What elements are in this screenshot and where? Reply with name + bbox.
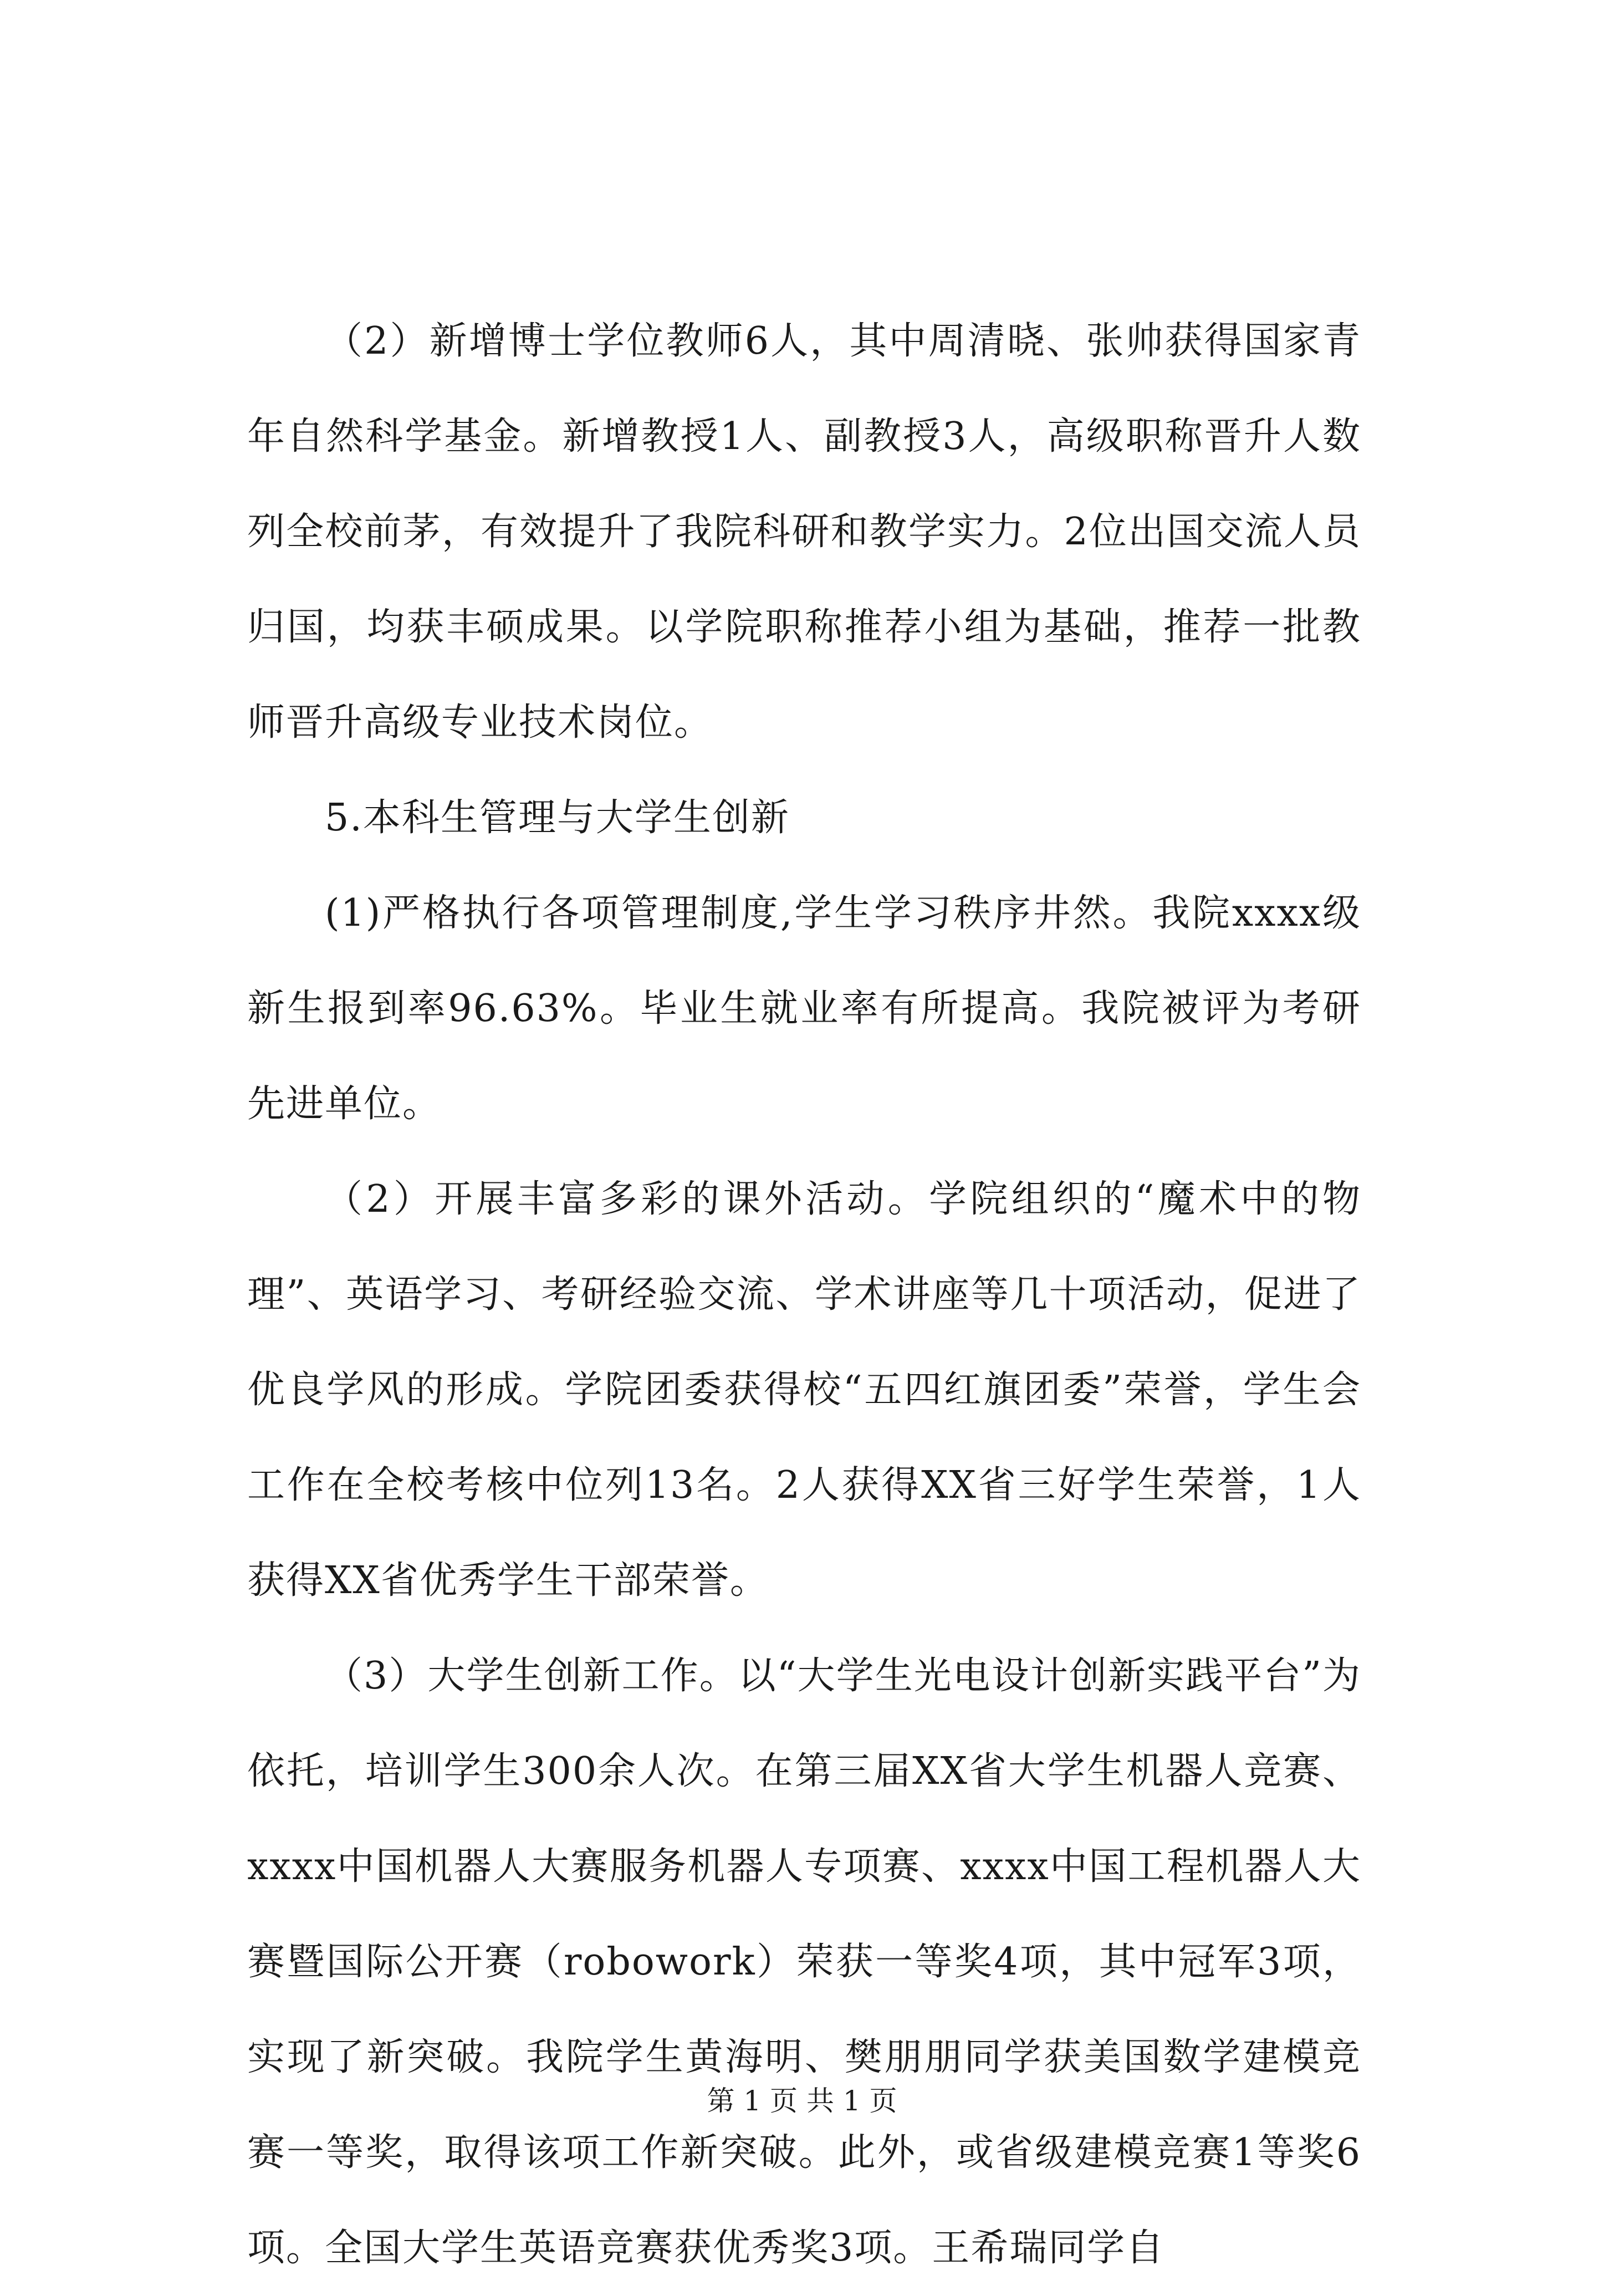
paragraph-student-innovation: （3）大学生创新工作。以“大学生光电设计创新实践平台”为依托，培训学生300余人次。在第三届XX省大学生机器人竞赛、xxxx中国机器人大赛服务机器人专项赛、xxxx中国工程机器人大赛暨国际公开赛（robowork）荣获一等奖4项，其中冠军3项，实现了新突破。我院学生黄海明、樊朋朋同学获美国数学建模竞赛一等奖，取得该项工作新突破。此外，或省级建模竞赛1等奖6项。全国大学生英语竞赛获优秀奖3项。王希瑞同学自 <box>247 1654 1361 2270</box>
page-footer: 第 1 页 共 1 页 <box>707 2085 897 2117</box>
paragraph-new-doctoral-teachers: （2）新增博士学位教师6人，其中周清晓、张帅获得国家青年自然科学基金。新增教授1人、副教授3人，高级职称晋升人数列全校前茅，有效提升了我院科研和教学实力。2位出国交流人员归国，均获丰硕成果。以学院职称推荐小组为基础，推荐一批教师晋升高级专业技术岗位。 <box>247 319 1361 744</box>
section-heading-undergraduate-management: 5.本科生管理与大学生创新 <box>325 796 790 840</box>
document-body <box>247 294 1361 2296</box>
paragraph-management-system: (1)严格执行各项管理制度,学生学习秩序井然。我院xxxx级新生报到率96.63%。毕业生就业率有所提高。我院被评为考研先进单位。 <box>247 891 1361 1126</box>
paragraph-extracurricular-activities: （2）开展丰富多彩的课外活动。学院组织的“魔术中的物理”、英语学习、考研经验交流、学术讲座等几十项活动，促进了优良学风的形成。学院团委获得校“五四红旗团委”荣誉，学生会工作在全校考核中位列13名。2人获得XX省三好学生荣誉，1人获得XX省优秀学生干部荣誉。 <box>247 1177 1361 1603</box>
